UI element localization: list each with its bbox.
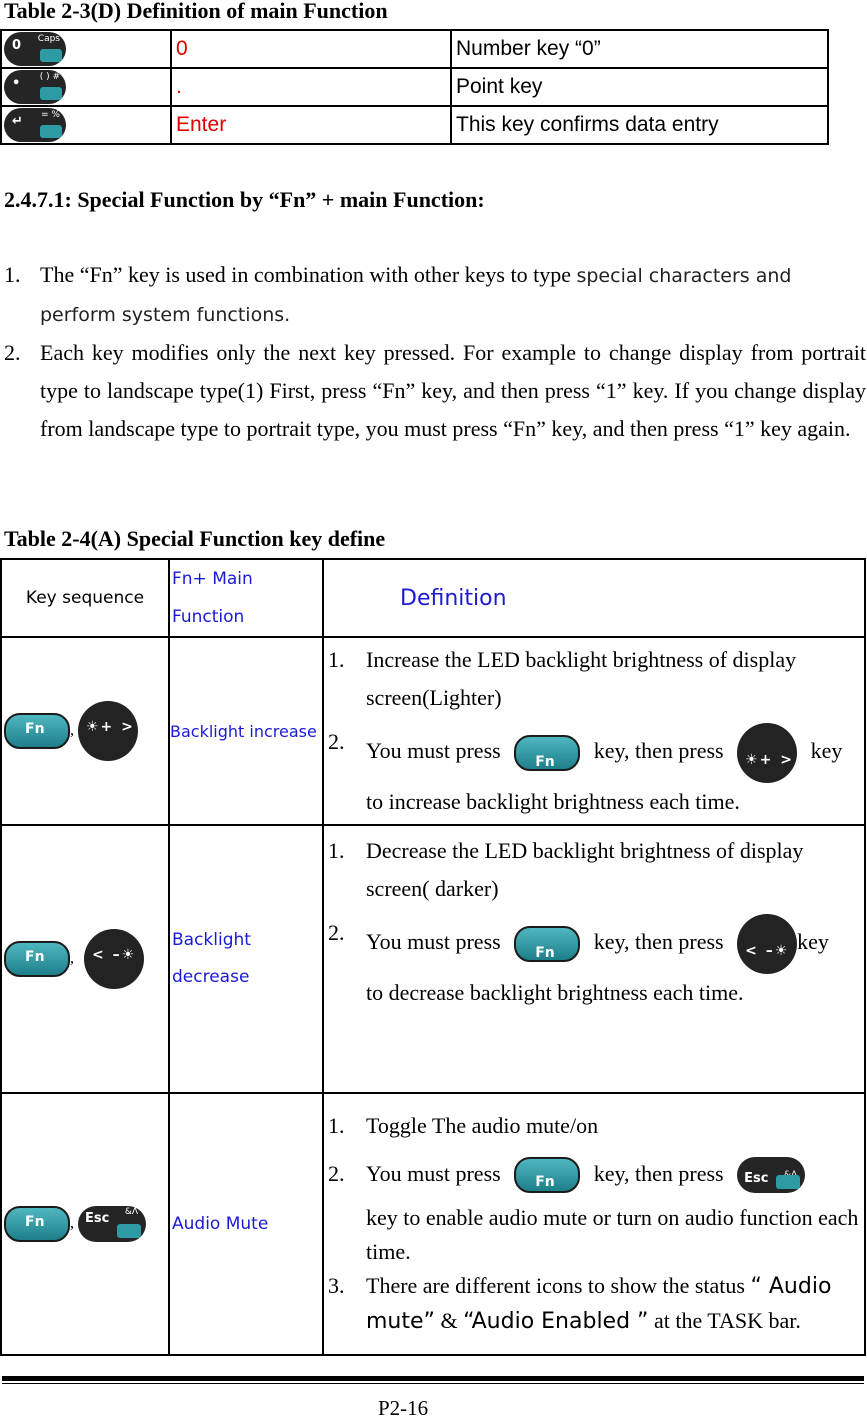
function-label: Backlight decrease <box>169 825 323 1093</box>
footer-rule <box>2 1376 864 1381</box>
definition-item: 1. Toggle The audio mute/on <box>328 1112 599 1138</box>
header-fn-main-function: Fn+ Main Function <box>172 569 253 627</box>
header-definition: Definition <box>400 585 507 611</box>
fn-key-icon: Fn <box>4 941 70 977</box>
table-row <box>1 30 828 68</box>
table-header-row <box>1 559 865 637</box>
fn-key-icon: Fn <box>514 735 580 771</box>
definition-item: 2. You must press Fn key, then press < –☀ key to decrease backlight brightness each time. <box>328 914 864 1012</box>
key-description: Point key <box>451 68 828 106</box>
backlight-up-key-icon: ☀+ > <box>78 701 138 761</box>
definition-item: 3. There are different icons to show the status “ Audio mute” & “Audio Enabled ” at the TASK bar. <box>328 1273 832 1335</box>
enter-key-icon: ↵ = % <box>4 108 66 142</box>
key-symbol: 0 <box>171 30 451 68</box>
function-label: Audio Mute <box>169 1093 323 1355</box>
key-description: This key confirms data entry <box>451 106 828 144</box>
fn-key-icon: Fn <box>514 926 580 962</box>
footer-rule-thin <box>2 1383 864 1384</box>
fn-key-icon: Fn <box>4 713 70 749</box>
esc-key-icon: Esc <box>737 1157 805 1193</box>
table-row <box>1 68 828 106</box>
table-row: Fn , Esc &Λ Audio Mute 1. Toggle The audio mute/on 2. You must press Fn key, then press Esc key to enable audio mute or turn on audio function each time. 3. There are different icons to show the status “ Audio mute” & “Audio Enabled ” at the TASK bar. <box>1 1093 865 1355</box>
main-function-table <box>0 29 829 145</box>
table-row <box>1 106 828 144</box>
fn-key-icon: Fn <box>514 1157 580 1193</box>
table-a-caption: Table 2-4(A) Special Function key define <box>4 526 386 551</box>
definition-item: 2. You must press Fn key, then press ☀+ > key to increase backlight brightness each time. <box>328 723 864 821</box>
fn-key-icon: Fn <box>4 1206 70 1242</box>
key-symbol: . <box>171 68 451 106</box>
key-symbol: Enter <box>171 106 451 144</box>
section-list <box>4 256 866 448</box>
definition-item: 2. You must press Fn key, then press Esc key to enable audio mute or turn on audio function each time. <box>328 1157 864 1270</box>
table-row: Fn , < –☀ Backlight decrease 1. Decrease the LED backlight brightness of display screen( darker) 2. You must press Fn key, then press < –☀ key to decrease backlight brightness each time. <box>1 825 865 1093</box>
point-key-icon: • ( ) # <box>4 70 66 104</box>
key-description: Number key “0” <box>451 30 828 68</box>
page-number: P2-16 <box>378 1396 429 1420</box>
function-label: Backlight increase <box>169 637 323 825</box>
backlight-up-key-icon: ☀+ > <box>737 723 797 783</box>
list-item: 1. The “Fn” key is used in combination with other keys to type special characters and perform system functions. <box>4 262 792 326</box>
header-key-sequence: Key sequence <box>25 588 145 608</box>
section-heading: 2.4.7.1: Special Function by “Fn” + main Function: <box>4 187 485 212</box>
special-function-table <box>0 558 866 1356</box>
definition-item: 1. Increase the LED backlight brightness of display screen(Lighter) <box>328 647 797 710</box>
backlight-down-key-icon: < –☀ <box>737 914 797 974</box>
table-d-caption: Table 2-3(D) Definition of main Function <box>4 0 388 23</box>
esc-key-icon: Esc &Λ <box>78 1206 146 1242</box>
zero-key-icon: 0 Caps <box>4 32 66 66</box>
definition-item: 1. Decrease the LED backlight brightness of display screen( darker) <box>328 838 804 901</box>
table-row: Fn , ☀+ > Backlight increase 1. Increase the LED backlight brightness of display screen(Lighter) 2. You must press Fn key, then press ☀+ > key to increase backlight brightness each time. <box>1 637 865 825</box>
list-item: 2. Each key modifies only the next key pressed. For example to change display from portrait type to landscape type(1) First, press “Fn” key, and then press “1” key. If you change display from landscape type to portrait type, you must press “Fn” key, and then press “1” key again. <box>4 340 866 441</box>
backlight-down-key-icon: < –☀ <box>84 929 144 989</box>
